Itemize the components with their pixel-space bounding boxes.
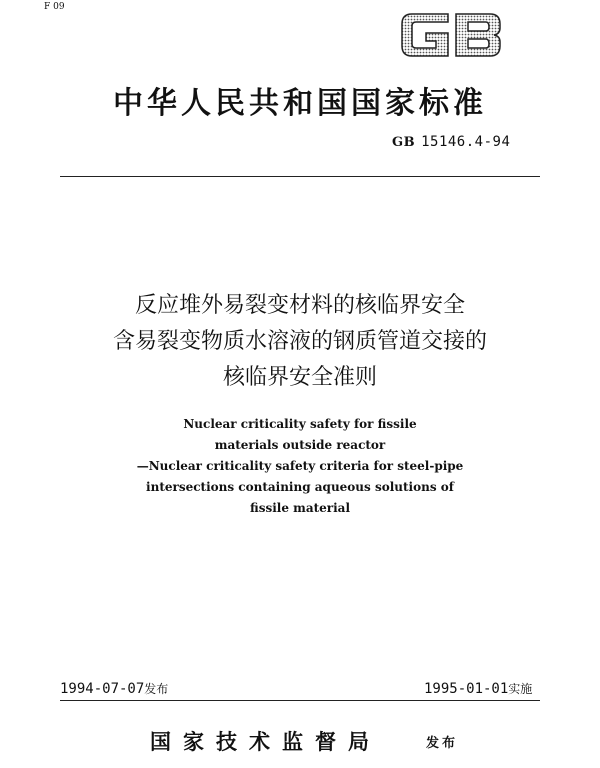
footer-divider <box>60 700 540 701</box>
standard-name: 中华人民共和国国家标准 <box>113 86 487 121</box>
title-en-line: fissile material <box>249 501 351 515</box>
title-en-line: materials outside reactor <box>214 438 386 452</box>
gb-logo <box>398 6 506 64</box>
standard-number <box>392 134 510 150</box>
classification-code: F 09 <box>44 2 65 12</box>
title-en-line: intersections containing aqueous solutions of <box>146 480 454 494</box>
title-cn-line: 反应堆外易裂变材料的核临界安全 <box>134 293 465 318</box>
standard-number-value: 15146.4-94 <box>421 134 511 150</box>
title-english <box>0 414 600 519</box>
issue-date <box>60 680 168 697</box>
impl-date-suffix: 实施 <box>508 682 533 696</box>
impl-date-value: 1995-01-01 <box>424 681 509 697</box>
gb-logo-icon <box>398 6 506 64</box>
publisher-suffix: 发布 <box>426 736 459 751</box>
issue-date-value: 1994-07-07 <box>60 681 145 697</box>
publisher-name: 国家技术监督局 <box>150 729 381 754</box>
implementation-date <box>424 680 532 697</box>
title-en-line: Nuclear criticality safety for fissile <box>183 417 417 431</box>
title-en-line: —Nuclear criticality safety criteria for steel-pipe <box>136 459 464 473</box>
title-cn-line: 核临界安全准则 <box>222 365 377 390</box>
standard-prefix: GB <box>392 135 416 150</box>
title-chinese <box>0 288 600 396</box>
issue-date-suffix: 发布 <box>144 682 169 696</box>
header-divider <box>60 176 540 177</box>
title-cn-line: 含易裂变物质水溶液的钢质管道交接的 <box>112 329 487 354</box>
